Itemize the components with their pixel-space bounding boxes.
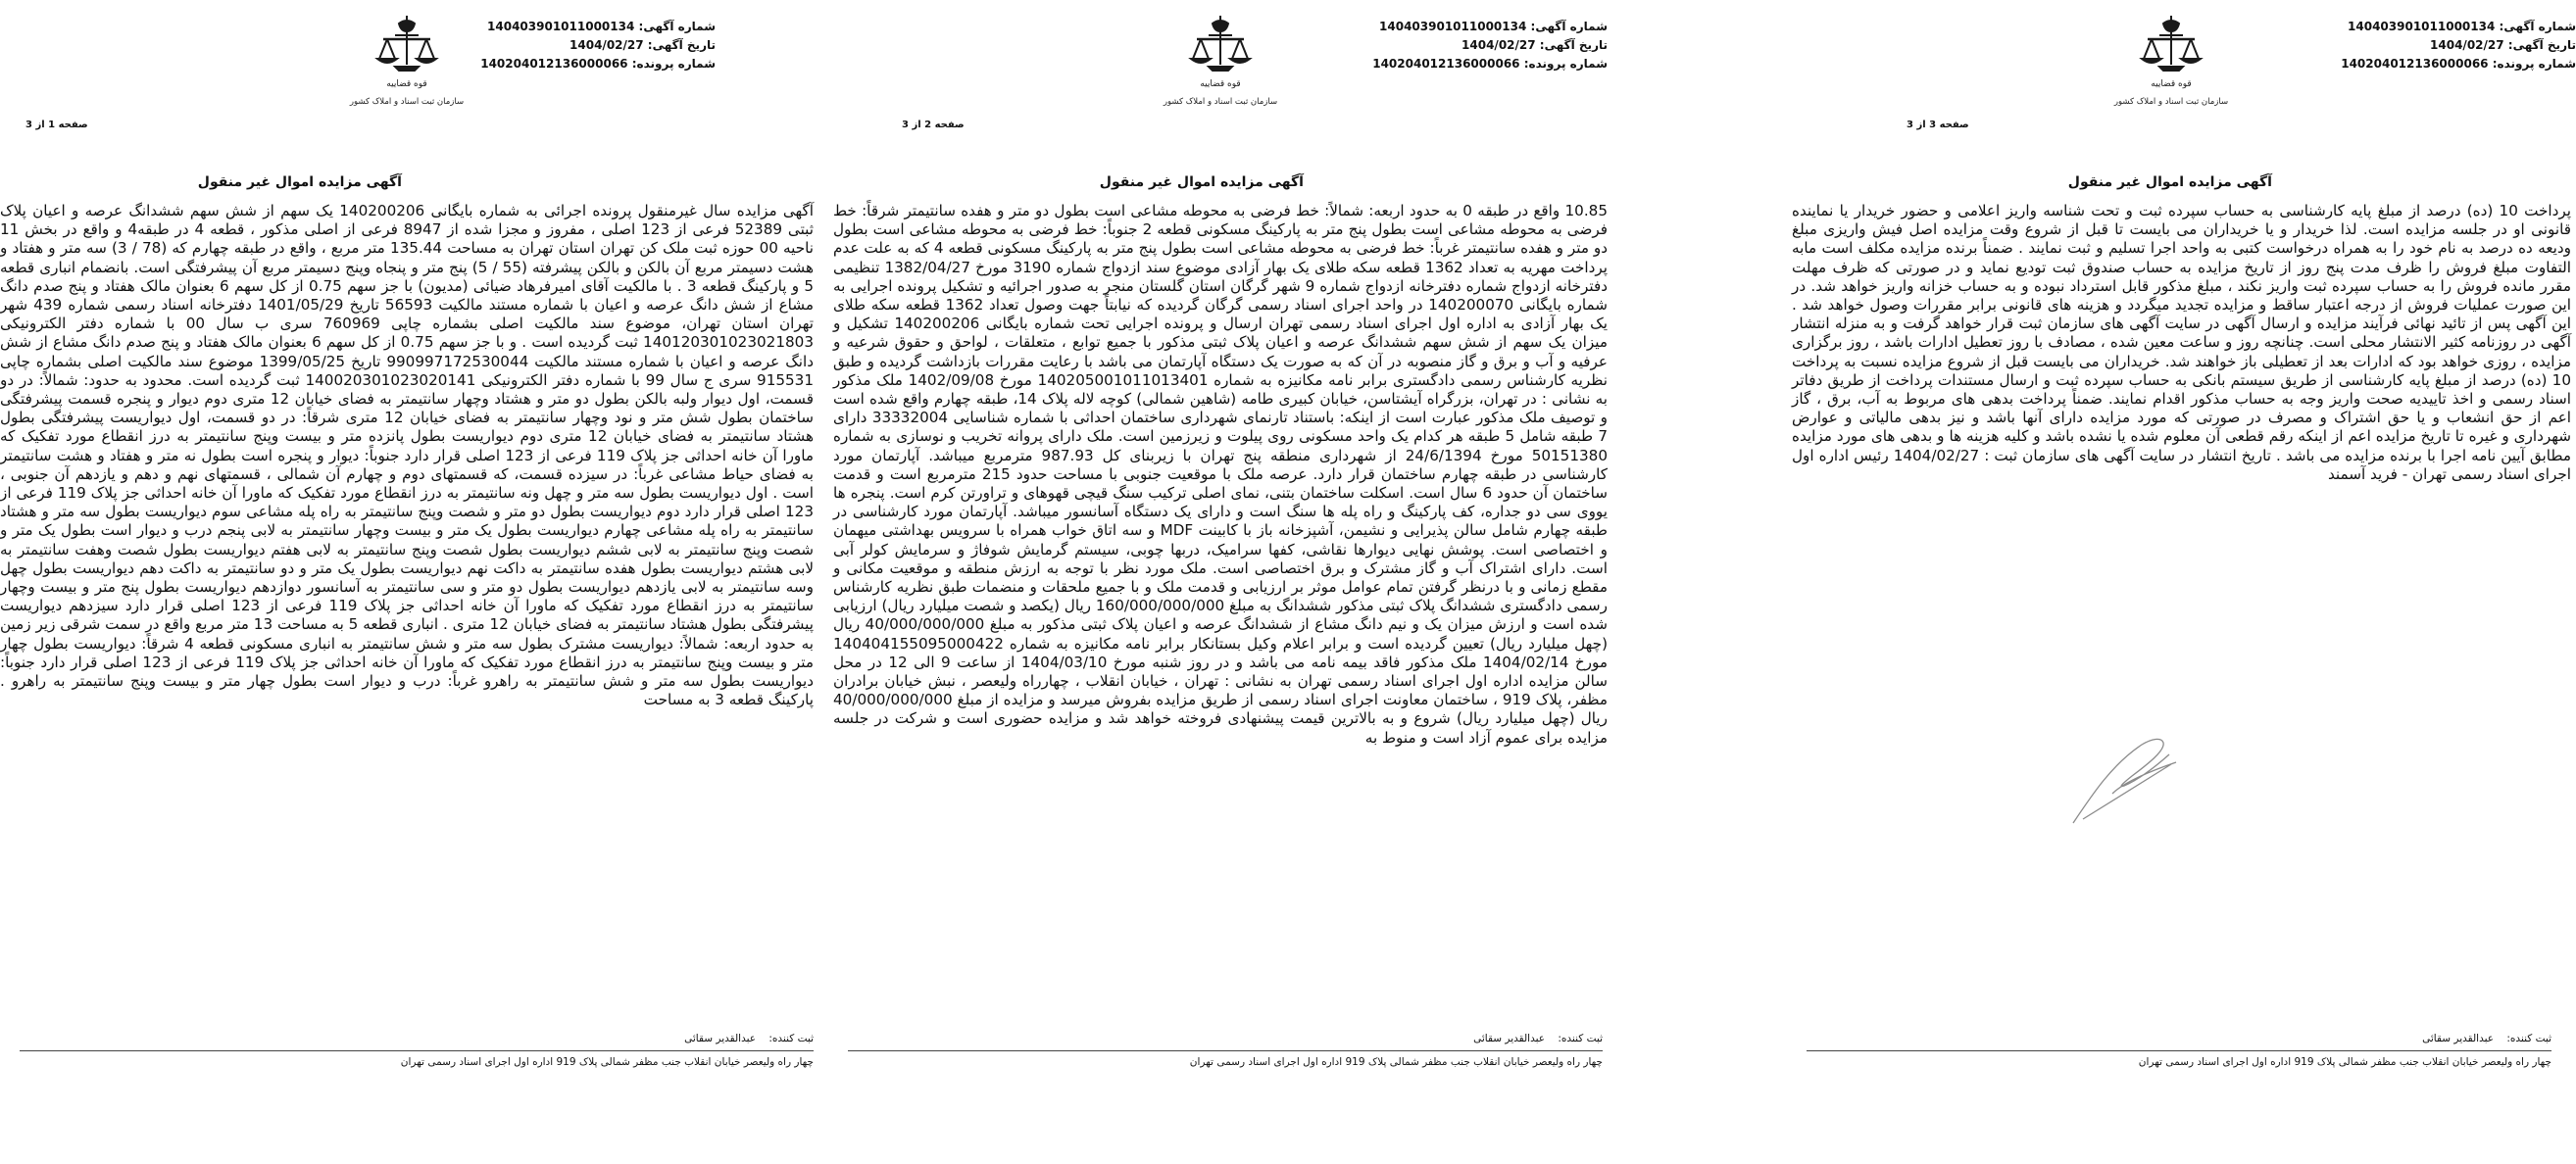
judiciary-emblem-icon xyxy=(2112,10,2230,116)
svg-text:سازمان ثبت اسناد و املاک کشور: سازمان ثبت اسناد و املاک کشور xyxy=(349,97,465,107)
judiciary-emblem-icon xyxy=(1162,10,1279,116)
ad-number-row: شماره آگهی: 140403901011000134 xyxy=(2348,20,2576,33)
ad-title: آگهی مزایده اموال غیر منقول xyxy=(197,174,402,190)
ad-date-row: تاریخ آگهی: 1404/02/27 xyxy=(2430,38,2576,52)
footer-address: چهار راه ولیعصر خیابان انقلاب جنب مظفر شمالی پلاک 919 اداره اول اجرای اسناد رسمی تهران xyxy=(1189,1056,1603,1068)
ad-page-1 xyxy=(0,0,833,1164)
ad-footer xyxy=(1807,1031,2551,1070)
signature-mark xyxy=(2054,725,2191,833)
ad-footer xyxy=(848,1031,1603,1070)
file-number-row: شماره پرونده: 140204012136000066 xyxy=(2341,57,2576,71)
ad-meta xyxy=(2253,18,2576,73)
svg-text:قوه قضاییه: قوه قضاییه xyxy=(386,79,427,89)
footer-divider xyxy=(848,1050,1603,1051)
footer-divider xyxy=(20,1050,814,1051)
ad-meta xyxy=(392,18,716,73)
ad-date-row: تاریخ آگهی: 1404/02/27 xyxy=(1461,38,1608,52)
file-number-row: شماره پرونده: 140204012136000066 xyxy=(480,57,716,71)
svg-text:سازمان ثبت اسناد و املاک کشور: سازمان ثبت اسناد و املاک کشور xyxy=(1163,97,1278,107)
footer-address: چهار راه ولیعصر خیابان انقلاب جنب مظفر شمالی پلاک 919 اداره اول اجرای اسناد رسمی تهران xyxy=(400,1056,814,1068)
file-number-row: شماره پرونده: 140204012136000066 xyxy=(1372,57,1608,71)
svg-text:قوه قضاییه: قوه قضاییه xyxy=(1200,79,1241,89)
ad-number-row: شماره آگهی: 140403901011000134 xyxy=(487,20,716,33)
ad-body-text: آگهی مزایده سال غیرمنقول پرونده اجرائی به شماره بایگانی 140200206 یک سهم از شش سهم ششدانگ عرصه و اعیان پلاک ثبتی 52389 فرعی از 123 اصلی ، مفروز و مجزا شده از 8947 فرعی از اصلی مذکور ، قطعه 4 در طبقه4 و واقع در بخش 11 ناحیه 00 حوزه ثبت ملک کن تهران استان تهران به مساحت 135.44 متر مربع ، واقع در طبقه چهارم که (78 / 3) سه متر و هفتاد و هشت دسیمتر مربع آن بالکن و بالکن پیشرفته (55 / 5) پنج متر و پنجاه وپنج دسیمتر مربع آن پیشرفتگی است. بانضمام انباری قطعه 5 و پارکینگ قطعه 3 . با مالکیت آقای امیرفرهاد ضیائی (مدیون) با جز سهم 0.75 از کل سهم 6 بعنوان مالک هفتاد و پنج صدم دانگ مشاع از شش دانگ عرصه و اعیان با شماره مستند مالکیت 56593 تاریخ 1401/05/29 دفترخانه اسناد رسمی شماره 439 شهر تهران استان تهران، موضوع سند مالکیت اصلی بشماره چاپی 760969 سری ب سال 00 با شماره دفتر الکترونیکی 140120301023021803 ثبت گردیده است . و با جز سهم 0.75 از کل سهم 6 بعنوان مالک هفتاد و پنج صدم دانگ مشاع از شش دانگ عرصه و اعیان با شماره مستند مالکیت 990997172530044 تاریخ 1399/05/25 موضوع سند مالکیت اصلی بشماره چاپی 915531 سری ج سال 99 با شماره دفتر الکترونیکی 140020301023020141 ثبت گردیده است. محدود به حدود: شمالاً: در دو قسمت، اول دیوار ولبه بالکن بطول دو متر و هشتاد وچهار سانتیمتر به فضای خیابان 12 متری دوم دیوار و پنجره قسمت پیشرفتگی ساختمان بطول شش متر و نود وچهار سانتیمتر به فضای خیابان 12 متری شرقاً: در دو قسمت، اول دیواریست پیشرفتگی بطول هشتاد سانتیمتر به فضای خیابان 12 متری دوم دیواریست بطول پانزده متر و بیست وپنج سانتیمتر به درز انقطاع مورد تفکیک که ماورا آن خانه احداثی جز پلاک 119 فرعی از 123 اصلی قرار دارد جنوباً: دیوار و پنجره است بطول نه متر و هفتاد و هشت سانتیمتر به فضای حیاط مشاعی غرباً: در سیزده قسمت، که قسمتهای دوم و چهارم آن شمالی ، قسمتهای نهم و دهم و یازدهم آن جنوبی ، است . اول دیواریست بطول سه متر و چهل ونه سانتیمتر به درز انقطاع مورد تفکیک که ماورا آن خانه احداثی جز پلاک 119 فرعی از 123 اصلی قرار دارد دوم دیواریست بطول دو متر و شصت وپنج سانتیمتر به راه پله مشاعی سوم دیواریست بطول سه متر و هشتاد سانتیمتر به راه پله مشاعی چهارم دیواریست بطول یک متر و بیست وچهار سانتیمتر به لابی پنجم درب و دیوار است بطول یک متر و شصت وپنج سانتیمتر به لابی ششم دیواریست بطول شصت وپنج سانتیمتر به لابی هفتم دیواریست بطول شصت وهفت سانتیمتر به لابی هشتم دیواریست بطول هفده سانتیمتر به داکت نهم دیواریست بطول یک متر و دو سانتیمتر به داکت دهم دیواریست بطول چهل وسه سانتیمتر به لابی یازدهم دیواریست بطول دو متر و سی سانتیمتر به آسانسور دوازدهم دیواریست بطول پنج متر و بیست وچهار سانتیمتر به درز انقطاع مورد تفکیک که ماورا آن خانه احداثی جز پلاک 119 فرعی از 123 اصلی قرار دارد سیزدهم دیواریست پیشرفتگی بطول هشتاد سانتیمتر به فضای خیابان 12 متری . انباری قطعه 5 به مساحت 13 متر مربع واقع در سمت شرقی زیر زمین به حدود اربعه: شمالاً: دیواریست مشترک بطول سه متر و شش سانتیمتر به انباری مسکونی قطعه 4 شرقاً: دیواریست بطول چهار متر و بیست وپنج سانتیمتر به درز انقطاع مورد تفکیک که ماورا آن خانه احداثی جز پلاک 119 فرعی از 123 اصلی قرار دارد جنوباً: دیواریست بطول سه متر و شش سانتیمتر به راهرو غرباً: درب و دیوار است بطول چهار متر و بیست وپنج سانتیمتر به راهرو . پارکینگ قطعه 3 به مساحت xyxy=(0,202,815,709)
registrar-line: ثبت کننده: عبدالقدیر سقائی xyxy=(1473,1033,1603,1044)
ad-meta xyxy=(1284,18,1608,73)
ad-body-text: 10.85 واقع در طبقه 0 به حدود اربعه: شمالاً: خط فرضی به محوطه مشاعی است بطول دو متر و هفده سانتیمتر شرقاً: خط فرضی به محوطه مشاعی است بطول پنج متر به پارکینگ مسکونی قطعه 2 جنوباً: خط فرضی به محوطه مشاعی است بطول دو متر و هفده سانتیمتر غرباً: خط فرضی به محوطه مشاعی است بطول پنج متر به پارکینگ مسکونی قطعه 4 که به علت عدم پرداخت مهریه به تعداد 1362 قطعه سکه طلای یک بهار آزادی موضوع سند ازدواج شماره 3190 مورخ 1382/04/27 تنظیمی دفترخانه ازدواج شماره دفترخانه ازدواج شماره 9 شهر گرگان استان گلستان منجر به صدور اجرائیه و تشکیل پرونده اجرایی به شماره بایگانی 140200070 در واحد اجرای اسناد رسمی گرگان گردیده که نیابتاً جهت وصول تعداد 1362 قطعه سکه طلای یک بهار آزادی به اداره اول اجرای اسناد رسمی تهران ارسال و پرونده اجرایی تحت شماره بایگانی 140200206 تشکیل و میزان یک سهم از شش سهم ششدانگ عرصه و اعیان پلاک ثبتی مذکور با جمیع توابع ، متعلقات ، لواحق و حقوق شرعیه و عرفیه و آب و برق و گاز منصوبه در آن که به صورت یک دستگاه آپارتمان می باشد با رعایت مقررات بازداشت گردیده و طبق نظریه کارشناس رسمی دادگستری برابر نامه مکانیزه به شماره 140205001011013401 مورخ 1402/09/08 ملک مذکور به نشانی : در تهران، بزرگراه آیشتاسن، خیابان کبیری طامه (شاهین شمالی) کوچه لاله پلاک 14، طبقه چهارم واقع شده است و توصیف ملک مذکور عبارت است از اینکه: باستناد تارنمای شهرداری ساختمان احداثی با شماره شناسایی 33332004 دارای 7 طبقه شامل 5 طبقه هر کدام یک واحد مسکونی روی پیلوت و زیرزمین است. ملک دارای پروانه تخریب و نوسازی به شماره 50151380 مورخ 24/6/1394 از شهرداری منطقه پنج تهران با زیربنای کل 987.93 مترمربع میباشد. آپارتمان مورد کارشناسی در طبقه چهارم ساختمان قرار دارد. عرصه ملک با موقعیت جنوبی با مساحت حدود 215 مترمربع است و قدمت ساختمان آن حدود 6 سال است. اسکلت ساختمان بتنی، نمای اصلی ترکیب سنگ قیچی قهوهای و تراورتن کرم است. پنجره ها یووی سی دو جداره، کف پارکینگ و راه پله ها سنگ است و دارای یک دستگاه آسانسور میباشد. آپارتمان مورد کارشناسی در طبقه چهارم شامل سالن پذیرایی و نشیمن، آشپزخانه باز با کابینت MDF و سه اتاق خواب همراه با سرویس بهداشتی میهمان و اختصاصی است. پوشش نهایی دیوارها نقاشی، کفها سرامیک، دربها چوبی، سیستم گرمایش شوفاژ و سرمایش کولر آبی است. دارای اشتراک آب و گاز مشترک و برق اختصاصی است. ملک مورد نظر با توجه به ارزش منطقه و موقعیت مکانی و مقطع زمانی و با درنظر گرفتن تمام عوامل موثر بر ارزیابی و قدمت ملک و با جمیع ملحقات و منضمات طبق نظریه کارشناس رسمی دادگستری ششدانگ پلاک ثبتی مذکور ششدانگ به مبلغ 160/000/000/000 ریال (یکصد و شصت میلیارد ریال) ارزیابی شده است و ارزش میزان یک و نیم دانگ مشاع از ششدانگ عرصه و اعیان پلاک ثبتی مذکور به مبلغ 40/000/000/000 ریال (چهل میلیارد ریال) تعیین گردیده است و برابر اعلام وکیل بستانکار برابر نامه مکانیزه به شماره 140404155095000422 مورخ 1404/02/14 ملک مذکور فاقد بیمه نامه می باشد و در روز شنبه مورخ 1404/03/10 از ساعت 9 الی 12 در محل سالن مزایده اداره اول اجرای اسناد رسمی تهران به نشانی : تهران ، خیابان انقلاب ، چهارراه ولیعصر ، نبش خیابان برادران مظفر، پلاک 919 ، ساختمان معاونت اجرای اسناد رسمی از طریق مزایده بفروش میرسد و مزایده از مبلغ 40/000/000/000 ریال (چهل میلیارد ریال) شروع و به بالاترین قیمت پیشنهادی فروخته خواهد شد و مزایده حضوری است و شرکت در جلسه مزایده برای عموم آزاد است و منوط به xyxy=(833,202,1609,747)
registrar-line: ثبت کننده: عبدالقدیر سقائی xyxy=(2422,1033,2551,1044)
page-number: صفحه 1 از 3 xyxy=(25,120,88,130)
ad-page-2 xyxy=(833,0,1637,1164)
ad-date-row: تاریخ آگهی: 1404/02/27 xyxy=(570,38,716,52)
ad-number-row: شماره آگهی: 140403901011000134 xyxy=(1379,20,1608,33)
ad-page-3 xyxy=(1789,0,2576,1164)
footer-divider xyxy=(1807,1050,2551,1051)
ad-title: آگهی مزایده اموال غیر منقول xyxy=(2067,174,2272,190)
page-number: صفحه 2 از 3 xyxy=(902,120,965,130)
svg-text:سازمان ثبت اسناد و املاک کشور: سازمان ثبت اسناد و املاک کشور xyxy=(2113,97,2229,107)
ad-title: آگهی مزایده اموال غیر منقول xyxy=(1099,174,1304,190)
registrar-line: ثبت کننده: عبدالقدیر سقائی xyxy=(684,1033,814,1044)
ad-footer xyxy=(20,1031,814,1070)
ad-body-text: پرداخت 10 (ده) درصد از مبلغ پایه کارشناسی به حساب سپرده ثبت و تحت شناسه واریز اعلامی و حضور خریدار یا نماینده قانونی او در جلسه مزایده است. لذا خریدار و یا خریداران می بایست تا قبل از شروع وقت مزایده اصل فیش واریزی مبلغ ودیعه ده درصد به نام خود را به همراه درخواست کتبی به واحد اجرا تسلیم و ثبت نمایند . ضمناً برنده مزایده مکلف است مابه التفاوت مبلغ فروش را ظرف مدت پنج روز از تاریخ مزایده به حساب صندوق ثبت تودیع نماید و در صورتی که ظرف مهلت مقرر مانده فروش را به حساب سپرده ثبت واریز نکند ، مبلغ مذکور قابل استرداد نبوده و به حساب خزانه واریز خواهد شد. در این صورت عملیات فروش از درجه اعتبار ساقط و مزایده تجدید میگردد و هزینه های قانونی برابر مقررات وصول خواهد شد . این آگهی پس از تائید نهائی فرآیند مزایده و ارسال آگهی در سایت آگهی های سازمان ثبت قرار خواهد گرفت و به منزله انتشار آگهی در روزنامه کثیر الانتشار محلی است. چنانچه روز و ساعت معین شده ، مصادف با روز تعطیل ادارات باشد ، روز برگزاری مزایده ، روزی خواهد بود که ادارات بعد از تعطیلی باز خواهند شد. خریداران می بایست قبل از شروع مزایده نسبت به پرداخت 10 (ده) درصد از مبلغ پایه کارشناسی از طریق سیستم بانکی به حساب سپرده ثبت و ارسال مستندات پرداخت از طریق دفاتر اسناد رسمی و اخذ تاییدیه صحت واریز وجه به حساب مذکور اقدام نمایند. ضمناً پرداخت بدهی های مربوط به آب، برق ، گاز اعم از حق انشعاب و یا حق اشتراک و مصرف در صورتی که مورد مزایده دارای آنها باشد و نیز بدهی مالیاتی و عوارض شهرداری و غیره تا تاریخ مزایده اعم از اینکه رقم قطعی آن معلوم شده یا نشده باشد و کلیه هزینه ها و بدهی های مورد مزایده مطابق آیین نامه اجرا با برنده مزایده می باشد . تاریخ انتشار در سایت آگهی های سازمان ثبت : 1404/02/27 رئیس اداره اول اجرای اسناد رسمی تهران - فرید آسمند xyxy=(1792,202,2571,483)
footer-address: چهار راه ولیعصر خیابان انقلاب جنب مظفر شمالی پلاک 919 اداره اول اجرای اسناد رسمی تهران xyxy=(2138,1056,2551,1068)
svg-text:قوه قضاییه: قوه قضاییه xyxy=(2151,79,2192,89)
page-number: صفحه 3 از 3 xyxy=(1907,120,1969,130)
